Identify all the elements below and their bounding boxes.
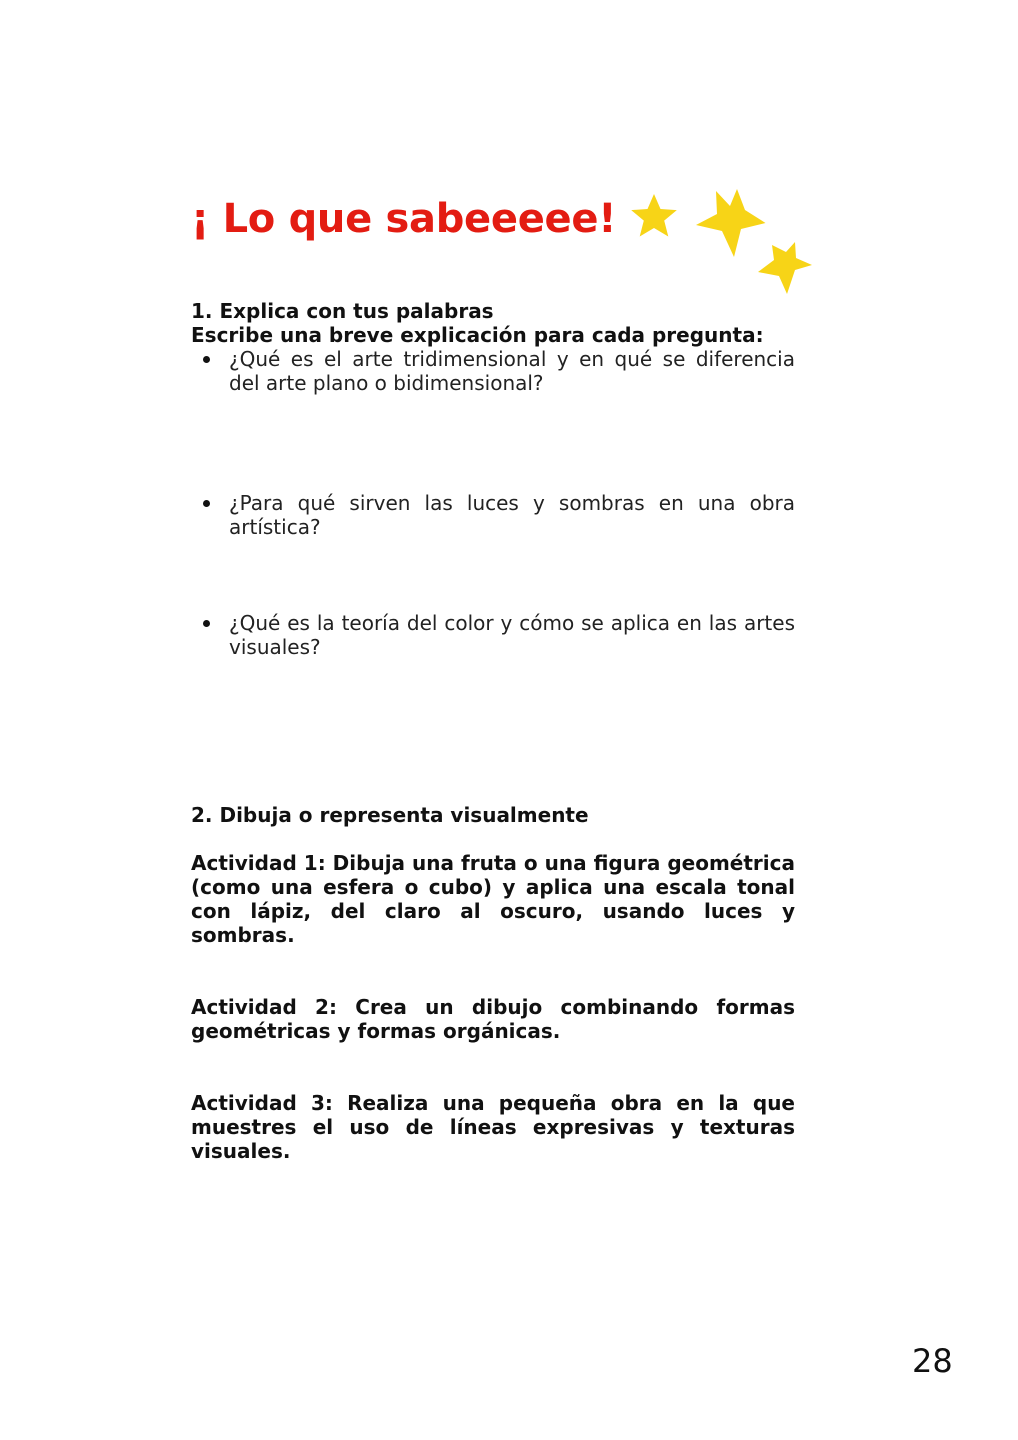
star-icon xyxy=(631,194,677,237)
question-item: ¿Qué es el arte tridimensional y en qué se diferencia del arte plano o bidimensional? xyxy=(191,347,795,395)
page-number: 28 xyxy=(912,1342,953,1380)
question-list xyxy=(191,347,795,659)
section-explain xyxy=(191,299,795,659)
star-icon xyxy=(758,242,812,294)
question-item: ¿Para qué sirven las luces y sombras en una obra artística? xyxy=(191,491,795,539)
star-icon xyxy=(696,189,766,257)
section-instruction: Escribe una breve explicación para cada pregunta: xyxy=(191,323,764,347)
activity-item: Actividad 1: Dibuja una fruta o una figura geométrica (como una esfera o cubo) y aplica una escala tonal con lápiz, del claro al oscuro, usando luces y sombras. xyxy=(191,851,795,947)
section-heading: 1. Explica con tus palabras xyxy=(191,299,494,323)
stars-decoration xyxy=(624,182,820,302)
page-title: ¡ Lo que sabeeeee! xyxy=(191,196,617,242)
activity-item: Actividad 3: Realiza una pequeña obra en la que muestres el uso de líneas expresivas y texturas visuales. xyxy=(191,1091,795,1163)
question-item: ¿Qué es la teoría del color y cómo se aplica en las artes visuales? xyxy=(191,611,795,659)
activity-item: Actividad 2: Crea un dibujo combinando formas geométricas y formas orgánicas. xyxy=(191,995,795,1043)
section-draw xyxy=(191,803,795,1163)
section-heading: 2. Dibuja o representa visualmente xyxy=(191,803,589,827)
